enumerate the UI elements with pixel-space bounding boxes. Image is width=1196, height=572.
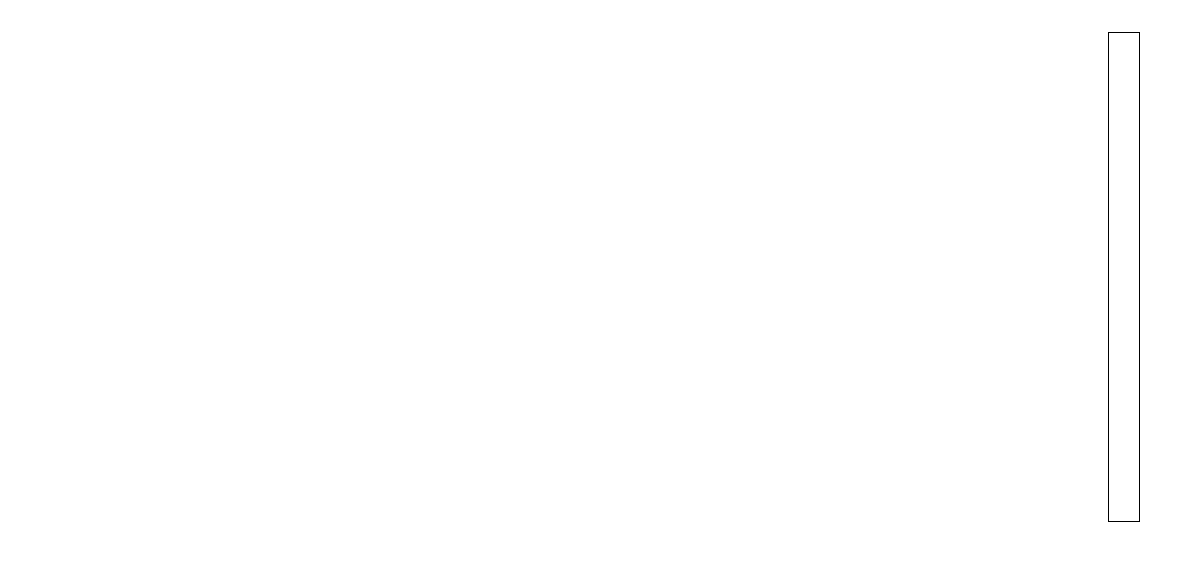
colorbar [1108,32,1140,522]
